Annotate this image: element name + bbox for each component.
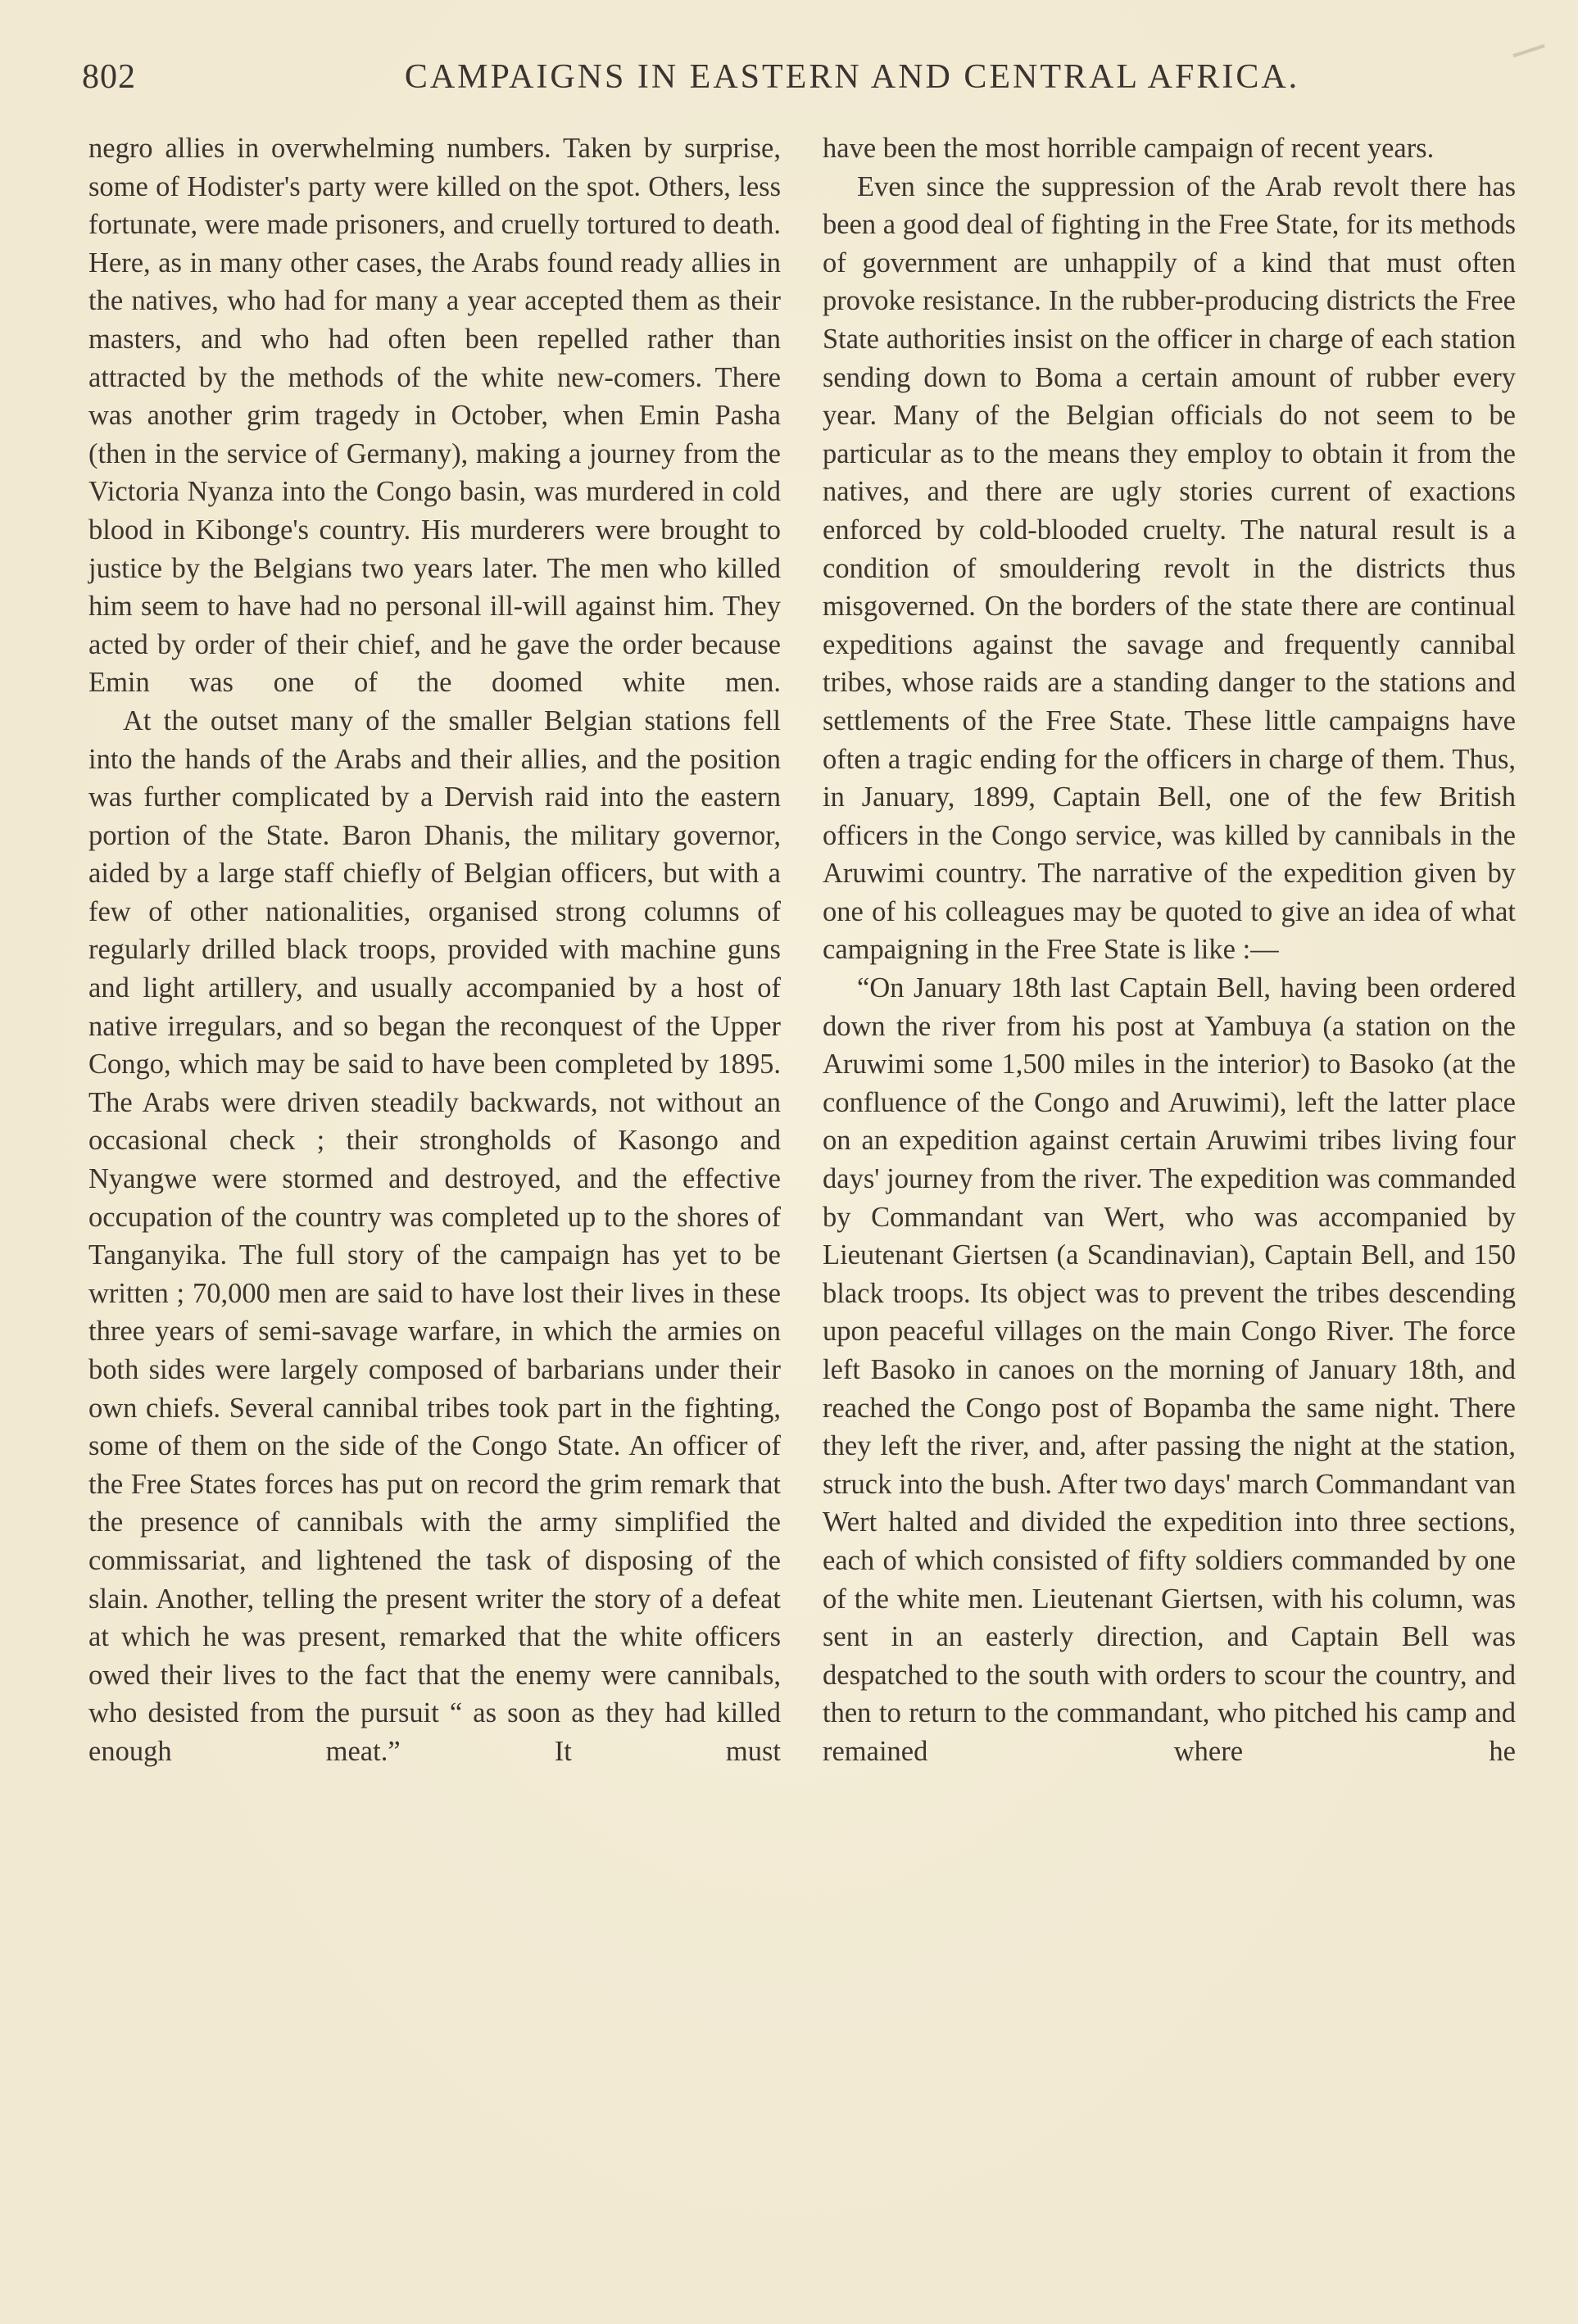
pencil-mark <box>1512 44 1544 57</box>
page-header <box>82 57 1540 106</box>
paragraph: At the outset many of the smaller Belgian stations fell into the hands of the Arabs and their allies, and the position was further complicated by a Dervish raid into the eastern portion of the State. Baron Dhanis, the military governor, aided by a large staff chiefly of Belgian officers, but with a few of other nationalities, organised strong columns of regularly drilled black troops, provided with machine guns and light artillery, and usually accompanied by a host of native irregulars, and so began the reconquest of the Upper Congo, which may be said to have been completed by 1895. The Arabs were driven steadily backwards, not without an occasional check ; their strongholds of Kasongo and Nyangwe were stormed and destroyed, and the effective occupation of the country was completed up to the shores of Tanganyika. The full story of the campaign has yet to be written ; 70,000 men are said to have lost their lives in these three years of semi-savage warfare, in which the armies on both sides were largely composed of barbarians under their own chiefs. Several cannibal tribes took part in the fighting, some of them on the side of the Congo State. An officer of the Free States forces has put on record the grim remark that the presence of cannibals with the army simplified the commissariat, and lightened the task of disposing of the slain. Another, telling the present writer the story of a defeat at which he was present, remarked that the white officers owed their lives to the fact that the enemy were cannibals, who desisted from the pursuit “ as soon as they had killed enough meat.” It must <box>88 704 781 1767</box>
right-column <box>823 129 1516 1771</box>
paragraph: Even since the suppression of the Arab revolt there has been a good deal of fighting in the Free State, for its methods of government are unhappily of a kind that must often provoke resistance. In the rubber-producing districts the Free State authorities insist on the officer in charge of each station sending down to Boma a certain amount of rubber every year. Many of the Belgian officials do not seem to be particular as to the means they employ to obtain it from the natives, and there are ugly stories current of exactions enforced by cold-blooded cruelty. The natural result is a condition of smouldering revolt in the districts thus misgoverned. On the borders of the state there are continual expeditions against the savage and frequently cannibal tribes, whose raids are a standing danger to the stations and settlements of the Free State. These little campaigns have often a tragic ending for the officers in charge of them. Thus, in January, 1899, Captain Bell, one of the few British officers in the Congo service, was killed by cannibals in the Aruwimi country. The narrative of the expedition given by one of his colleagues may be quoted to give an idea of what campaigning in the Free State is like :— <box>823 170 1517 966</box>
paragraph: have been the most horrible campaign of recent years. <box>823 133 1435 164</box>
quoted-paragraph: “On January 18th last Captain Bell, having been ordered down the river from his post at Yambuya (a station on the Aruwimi some 1,500 miles in the interior) to Basoko (at the confluence of the Congo and Aruwimi), left the latter place on an expedition against certain Aruwimi tribes living four days' journey from the river. The expedition was commanded by Commandant van Wert, who was accompanied by Lieutenant Giertsen (a Scandinavian), Captain Bell, and 150 black troops. Its object was to prevent the tribes descending upon peaceful villages on the main Congo River. The force left Basoko in canoes on the morning of January 18th, and reached the Congo post of Bopamba the same night. There they left the river, and, after passing the night at the station, struck into the bush. After two days' march Commandant van Wert halted and divided the expedition into three sections, each of which consisted of fifty soldiers commanded by one of the white men. Lieutenant Giertsen, with his column, was sent in an easterly direction, and Captain Bell was despatched to the south with orders to scour the country, and then to return to the commandant, who pitched his camp and remained where he <box>823 972 1516 1767</box>
running-title: CAMPAIGNS IN EASTERN AND CENTRAL AFRICA. <box>404 58 1300 96</box>
paragraph: negro allies in overwhelming numbers. Taken by surprise, some of Hodister's party were killed on the spot. Others, less fortunate, were made prisoners, and cruelly tortured to death. Here, as in many other cases, the Arabs found ready allies in the natives, who had for many a year accepted them as their masters, and who had often been repelled rather than attracted by the methods of the white new-comers. There was another grim tragedy in October, when Emin Pasha (then in the service of Germany), making a journey from the Victoria Nyanza into the Congo basin, was murdered in cold blood in Kibonge's country. His murderers were brought to justice by the Belgians two years later. The men who killed him seem to have had no personal ill-will against him. They acted by order of their chief, and he gave the order because Emin was one of the doomed white men. <box>88 133 781 699</box>
left-column <box>88 129 781 1771</box>
page-number: 802 <box>82 58 136 96</box>
